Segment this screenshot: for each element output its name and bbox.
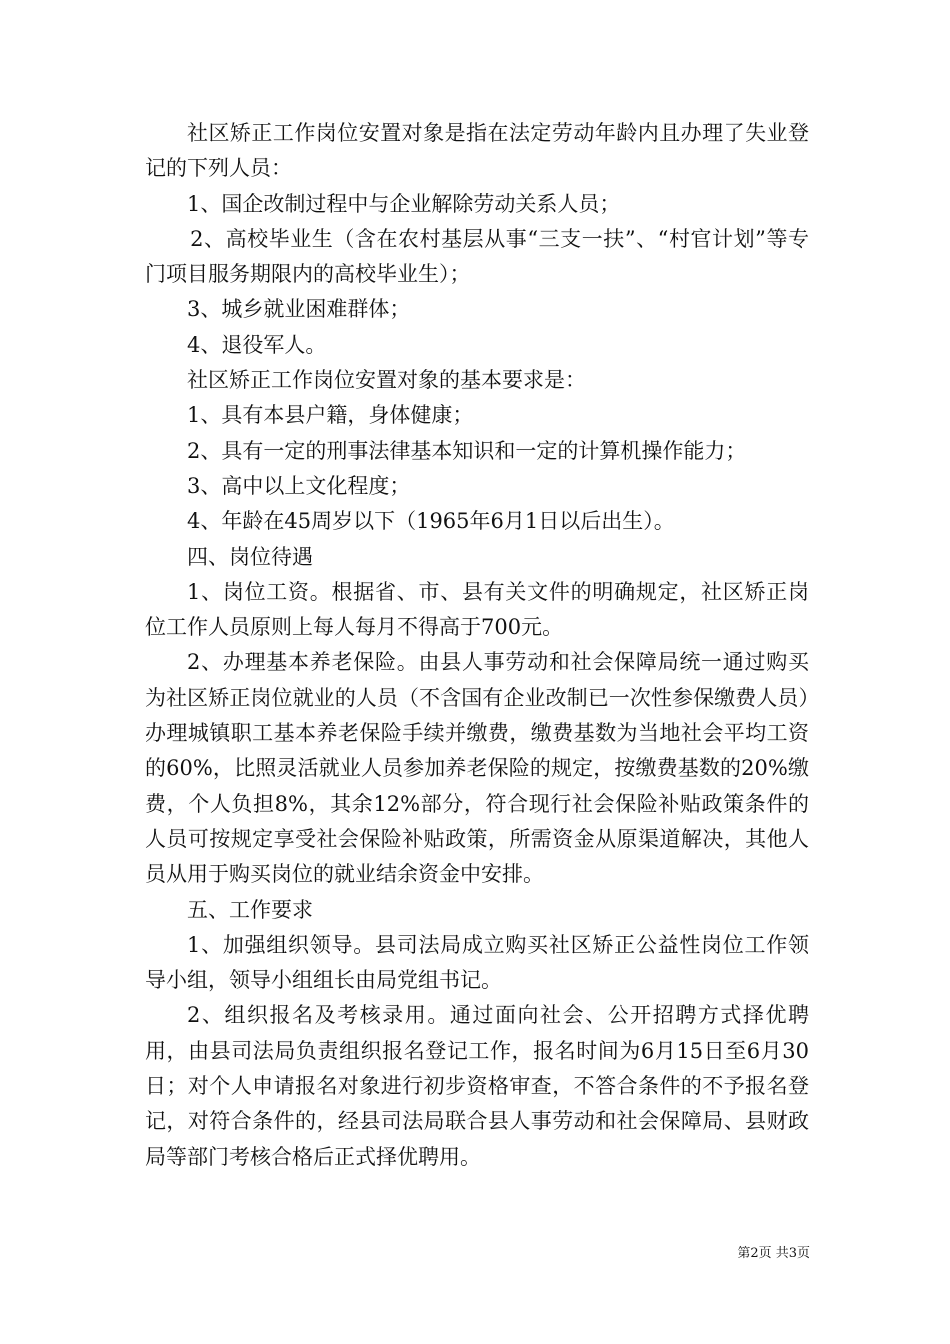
list-item: 3、城乡就业困难群体； — [187, 297, 411, 322]
list-item: 4、退役军人。 — [187, 332, 327, 357]
list-item: 2、高校毕业生（含在农村基层从事“三支一扶”、“村官计划”等专门项目服务期限内的高校毕业生）； — [145, 226, 809, 287]
paragraph: 社区矫正工作岗位安置对象的基本要求是： — [187, 368, 586, 393]
paragraph: 社区矫正工作岗位安置对象是指在法定劳动年龄内且办理了失业登记的下列人员： — [145, 121, 809, 181]
list-item: 1、国企改制过程中与企业解除劳动关系人员； — [187, 191, 621, 216]
list-item: 3、高中以上文化程度； — [187, 473, 411, 498]
list-item: 4、年龄在45周岁以下（1965年6月1日以后出生）。 — [187, 509, 675, 534]
section-heading: 四、岗位待遇 — [187, 544, 313, 569]
paragraph: 2、组织报名及考核录用。通过面向社会、公开招聘方式择优聘用，由县司法局负责组织报名登记工作，报名时间为6月15日至6月30日；对个人申请报名对象进行初步资格审查，不答合条件的不予报名登记，对符合条件的，经县司法局联合县人事劳动和社会保障局、县财政局等部门考核合格后正式择优聘用。 — [145, 1003, 809, 1169]
document-body — [145, 116, 809, 1175]
section-heading: 五、工作要求 — [187, 897, 313, 922]
page-number: 第2页 共3页 — [737, 1246, 810, 1261]
paragraph: 1、加强组织领导。县司法局成立购买社区矫正公益性岗位工作领导小组，领导小组组长由局党组书记。 — [145, 932, 809, 993]
list-item: 1、具有本县户籍，身体健康； — [187, 403, 474, 428]
paragraph: 2、办理基本养老保险。由县人事劳动和社会保障局统一通过购买为社区矫正岗位就业的人员（不含国有企业改制已一次性参保缴费人员）办理城镇职工基本养老保险手续并缴费，缴费基数为当地社会平均工资的60%，比照灵活就业人员参加养老保险的规定，按缴费基数的20%缴费，个人负担8%，其余12%部分，符合现行社会保险补贴政策条件的人员可按规定享受社会保险补贴政策，所需资金从原渠道解决，其他人员从用于购买岗位的就业结余资金中安排。 — [145, 650, 809, 887]
paragraph: 1、岗位工资。根据省、市、县有关文件的明确规定，社区矫正岗位工作人员原则上每人每月不得高于700元。 — [145, 579, 809, 640]
list-item: 2、具有一定的刑事法律基本知识和一定的计算机操作能力； — [187, 438, 747, 463]
